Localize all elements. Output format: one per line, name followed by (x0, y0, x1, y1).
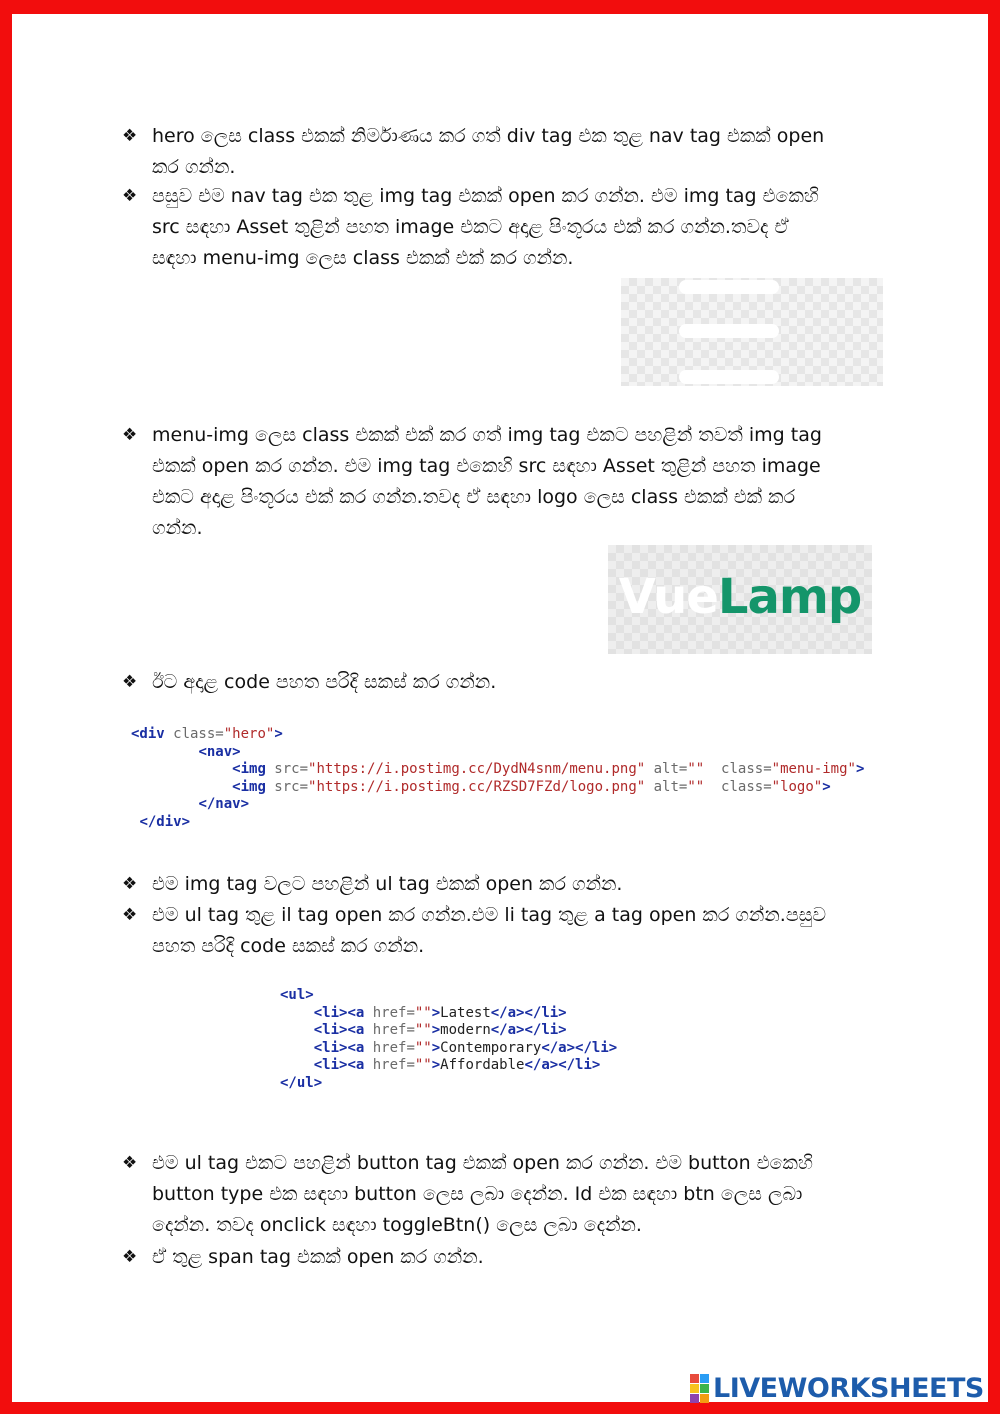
instruction-line: පසුව එම nav tag එක තුළ img tag එකක් open කර ගන්න. එම img tag එකෙහි (152, 185, 819, 207)
code-line: <li><a href="">Latest</a></li> (313, 1004, 567, 1021)
instruction-line: එම ul tag එකට පහළින් button tag එකක් open කර ගන්න. එම button එකෙහි (152, 1152, 813, 1174)
code-line: </div> (139, 813, 191, 830)
code-line: <img src="https://i.postimg.cc/RZSD7FZd/logo.png" alt="" class="logo"> (232, 778, 831, 795)
menu-image (621, 278, 883, 386)
bullet-icon: ❖ (122, 1153, 138, 1173)
logo-square (700, 1394, 709, 1403)
liveworksheets-brand: LIVEWORKSHEETS (713, 1372, 984, 1404)
bullet-icon: ❖ (122, 126, 138, 146)
instruction-1 (122, 121, 882, 183)
instruction-line: ගන්න. (152, 517, 203, 539)
logo-wordmark: VueLamp (618, 569, 862, 625)
instruction-line: පහත පරිදි code සකස් කර ගන්න. (152, 935, 425, 957)
logo-square (690, 1374, 699, 1383)
liveworksheets-squares-icon (690, 1374, 709, 1403)
instruction-4 (122, 667, 882, 698)
logo-square (700, 1374, 709, 1383)
code-line: <ul> (280, 987, 314, 1003)
menu-bar-icon (679, 280, 779, 294)
instruction-line: ඒ තුළ span tag එකක් open කර ගන්න. (152, 1246, 484, 1268)
instruction-2 (122, 181, 882, 274)
bullet-icon: ❖ (122, 1247, 138, 1267)
code-line: <li><a href="">Contemporary</a></li> (313, 1039, 618, 1056)
code-line: </nav> (198, 796, 250, 812)
menu-bar-icon (679, 370, 779, 384)
bullet-icon: ❖ (122, 186, 138, 206)
liveworksheets-logo[interactable] (690, 1373, 984, 1403)
logo-square (700, 1384, 709, 1393)
instruction-line: දෙන්න. තවද onclick සඳහා toggleBtn() ලෙස ලබා දෙන්න. (152, 1214, 642, 1236)
code-line: <nav> (198, 743, 241, 760)
instruction-7 (122, 1148, 882, 1241)
code-line: <img src="https://i.postimg.cc/DydN4snm/menu.png" alt="" class="menu-img"> (232, 761, 865, 777)
instruction-5 (122, 869, 882, 900)
instruction-6 (122, 900, 882, 962)
code-line: <li><a href="">Affordable</a></li> (313, 1057, 601, 1073)
instruction-line: එකට අදාළ පිංතූරය එක් කර ගන්න.තවද ඒ සඳහා logo ලෙස class එකක් එක් කර (152, 486, 796, 508)
code-line: <div class="hero"> (131, 726, 283, 742)
instruction-8 (122, 1242, 882, 1273)
instruction-line: සඳහා menu-img ලෙස class එකක් එක් කර ගන්න. (152, 247, 574, 269)
code-line: </ul> (280, 1074, 323, 1091)
instruction-3 (122, 420, 882, 544)
bullet-icon: ❖ (122, 425, 138, 445)
logo-image (608, 545, 872, 654)
instruction-line: එකක් open කර ගන්න. එම img tag එකෙහි src සඳහා Asset තුළින් පහත image (152, 455, 821, 477)
bullet-icon: ❖ (122, 905, 138, 925)
logo-square (690, 1384, 699, 1393)
menu-bar-icon (679, 324, 779, 338)
instruction-line: button type එක සඳහා button ලෙස ලබා දෙන්න. Id එක සඳහා btn ලෙස ලබා (152, 1183, 803, 1205)
bullet-icon: ❖ (122, 874, 138, 894)
instruction-line: hero ලෙස class එකක් නිර්මාණය කර ගත් div tag එක තුළ nav tag එකක් open (152, 125, 825, 147)
instruction-line: ඊට අදාළ code පහත පරිදි සකස් කර ගන්න. (152, 671, 497, 693)
logo-square (690, 1394, 699, 1403)
code-block-list (280, 987, 617, 1092)
code-line: <li><a href="">modern</a></li> (313, 1022, 567, 1038)
instruction-line: src සඳහා Asset තුළින් පහත image එකට අදාළ පිංතූරය එක් කර ගන්න.තවද ඒ (152, 216, 789, 238)
instruction-line: menu-img ලෙස class එකක් එක් කර ගත් img tag එකට පහළින් තවත් img tag (152, 424, 822, 446)
instruction-line: එම img tag වලට පහළින් ul tag එකක් open කර ගන්න. (152, 873, 623, 895)
instruction-line: කර ගන්න. (152, 156, 236, 178)
bullet-icon: ❖ (122, 672, 138, 692)
instruction-line: එම ul tag තුළ il tag open කර ගන්න.එම li tag තුළ a tag open කර ගන්න.පසුව (152, 904, 827, 926)
code-block-hero (131, 726, 864, 831)
